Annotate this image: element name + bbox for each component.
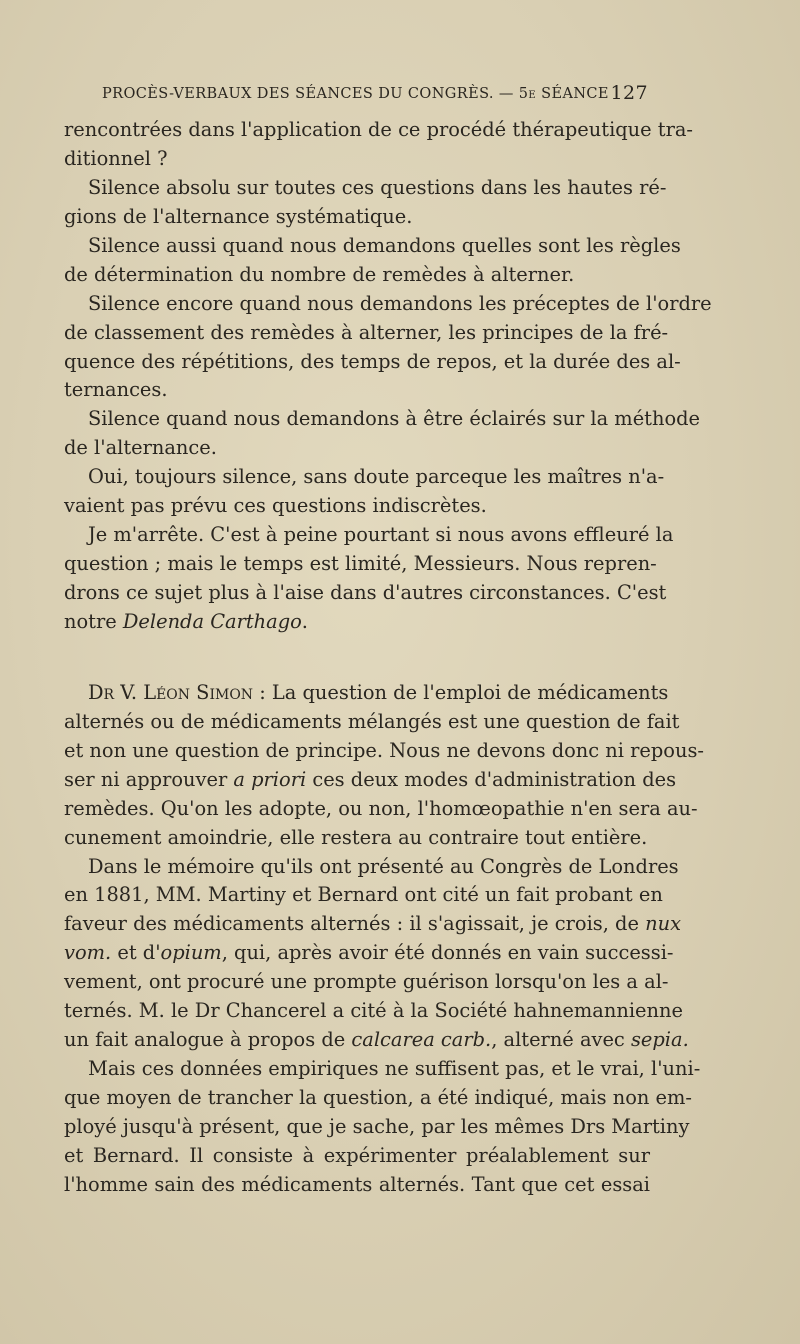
text-line: question ; mais le temps est limité, Messieurs. Nous repren-: [64, 552, 657, 576]
text-line: Silence quand nous demandons à être éclairés sur la méthode: [88, 407, 701, 431]
running-head-title: PROCÈS-VERBAUX DES SÉANCES DU CONGRÈS. — 5e SÉANCE: [102, 86, 609, 102]
text-line: quence des répétitions, des temps de repos, et la durée des al-: [64, 349, 681, 373]
text-line: ployé jusqu'à présent, que je sache, par les mêmes Drs Martiny: [64, 1114, 690, 1138]
text-line: ternés. M. le Dr Chancerel a cité à la Société hahnemannienne: [64, 999, 683, 1023]
text-line: ditionnel ?: [64, 146, 168, 170]
page-number: 127: [610, 82, 648, 104]
text-line: de classement des remèdes à alterner, les principes de la fré-: [64, 320, 669, 344]
text-line: vaient pas prévu ces questions indiscrètes.: [64, 494, 487, 518]
text-line: de détermination du nombre de remèdes à alterner.: [64, 262, 575, 286]
italic-phrase: calcarea carb.: [351, 1028, 492, 1052]
text-line: l'homme sain des médicaments alternés. Tant que cet essai: [64, 1172, 650, 1196]
italic-phrase: opium: [160, 941, 222, 965]
text-line: ternances.: [64, 378, 168, 402]
text-run: faveur des médicaments alternés : il s'agissait, je crois, de: [64, 912, 646, 936]
text-run: : La question de l'emploi de médicaments: [253, 680, 669, 704]
text-line: cunement amoindrie, elle restera au contraire tout entière.: [64, 825, 648, 849]
text-line: Oui, toujours silence, sans doute parceque les maîtres n'a-: [88, 465, 665, 489]
text-line: rencontrées dans l'application de ce procédé thérapeutique tra-: [64, 118, 693, 141]
text-line: [64, 939, 674, 968]
text-line: [64, 679, 669, 708]
text-run: ser ni approuver: [64, 767, 234, 791]
text-line: Mais ces données empiriques ne suffisent pas, et le vrai, l'uni-: [88, 1057, 701, 1081]
text-run: notre: [64, 609, 123, 633]
paragraph-gap: [64, 637, 650, 679]
text-run: ces deux modes d'administration des: [306, 767, 677, 791]
italic-phrase: a priori: [233, 767, 307, 791]
text-line: Silence absolu sur toutes ces questions dans les hautes ré-: [88, 175, 667, 199]
text-line: et non une question de principe. Nous ne devons donc ni repous-: [64, 738, 704, 762]
text-line: et Bernard. Il consiste à expérimenter préalablement sur: [64, 1143, 650, 1167]
text-line: [64, 608, 650, 637]
text-line: [64, 1026, 689, 1055]
text-line: gions de l'alternance systématique.: [64, 204, 413, 228]
text-line: Dans le mémoire qu'ils ont présenté au Congrès de Londres: [88, 854, 679, 878]
text-run: et d': [111, 941, 161, 965]
running-head: [102, 82, 648, 110]
text-line: [64, 766, 677, 795]
text-run: , qui, après avoir été donnés en vain successi-: [221, 941, 674, 965]
italic-phrase: vom.: [64, 941, 112, 965]
body-text: [64, 116, 712, 1200]
text-line: [64, 910, 682, 939]
text-run: , alterné avec: [491, 1028, 631, 1052]
text-line: Je m'arrête. C'est à peine pourtant si nous avons effleuré la: [88, 523, 674, 547]
text-run: .: [301, 609, 308, 633]
text-line: en 1881, MM. Martiny et Bernard ont cité un fait probant en: [64, 883, 663, 907]
text-line: de l'alternance.: [64, 436, 217, 460]
text-line: Silence aussi quand nous demandons quelles sont les règles: [88, 233, 681, 257]
italic-phrase: Delenda Carthago: [122, 609, 302, 633]
text-line: Silence encore quand nous demandons les préceptes de l'ordre: [88, 291, 712, 315]
speaker-name: Dr V. Léon Simon: [88, 680, 254, 704]
text-line: que moyen de trancher la question, a été indiqué, mais non em-: [64, 1086, 692, 1109]
text-line: drons ce sujet plus à l'aise dans d'autres circonstances. C'est: [64, 581, 667, 604]
text-line: vement, ont procuré une prompte guérison lorsqu'on les a al-: [64, 970, 669, 994]
italic-phrase: nux: [645, 912, 682, 936]
text-line: alternés ou de médicaments mélangés est une question de fait: [64, 709, 680, 733]
text-line: remèdes. Qu'on les adopte, ou non, l'homœopathie n'en sera au-: [64, 796, 698, 820]
italic-phrase: sepia.: [630, 1028, 689, 1052]
text-run: un fait analogue à propos de: [64, 1028, 352, 1052]
